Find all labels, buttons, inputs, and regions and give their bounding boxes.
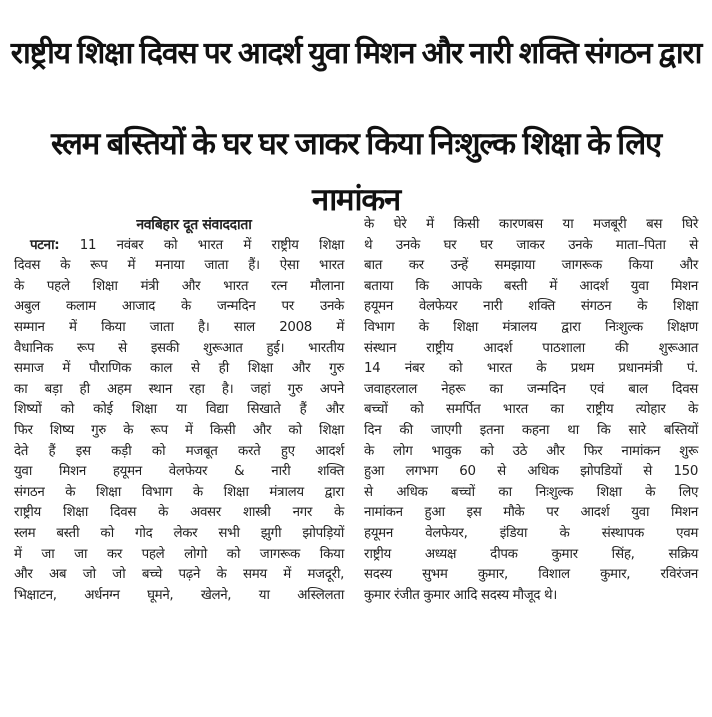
article-line: देते हैं इस कड़ी को मजबूत करते हुए आदर्श [14, 443, 344, 459]
article-line: हयूमन वेलफेयर, इंडिया के संस्थापक एवम [364, 525, 698, 541]
article-line: का बड़ा ही अहम स्थान रहा है। जहां गुरु अपने [14, 381, 344, 397]
article-line: शिष्यों को कोई शिक्षा या विद्या सिखाते हैं और [14, 402, 344, 418]
dateline: पटना: [30, 237, 60, 253]
article-line: बच्चों को समर्पित भारत का राष्ट्रीय त्योहार के [364, 402, 698, 418]
article-line-text: 11 नवंबर को भारत में राष्ट्रीय शिक्षा [59, 237, 344, 253]
article-line: 14 नंबर को भारत के प्रथम प्रधानमंत्री पं. [364, 361, 698, 377]
byline: नवबिहार दूत संवाददाता [136, 217, 252, 233]
article-line: जवाहरलाल नेहरू का जन्मदिन एवं बाल दिवस [364, 381, 698, 397]
article-line: बताया कि आपके बस्ती में आदर्श युवा मिशन [364, 278, 698, 294]
article-line: के घेरे में किसी कारणबस या मजबूरी बस घिरे [364, 217, 698, 232]
article-line: भिक्षाटन, अर्धनग्न घूमने, खेलने, या अस्लिलता [14, 587, 344, 603]
article-line: समाज में पौराणिक काल से ही शिक्षा और गुरु [14, 361, 344, 377]
article-line: राष्ट्रीय अध्यक्ष दीपक कुमार सिंह, सक्रिय [364, 546, 698, 562]
article-line: सम्मान में किया जाता है। साल 2008 में [14, 319, 344, 335]
article-line: संगठन के शिक्षा विभाग के शिक्षा मंत्रालय द्वारा [14, 484, 344, 500]
article-line: बात कर उन्हें समझाया जागरूक किया और [364, 258, 698, 274]
article-line: अबुल कलाम आजाद के जन्मदिन पर उनके [14, 299, 344, 315]
article-line: के पहले शिक्षा मंत्री और भारत रत्न मौलाना [14, 278, 344, 294]
article-line: स्लम बस्ती को गोद लेकर सभी झुगी झोपड़ियों [14, 525, 344, 541]
article-line: थे उनके घर घर जाकर उनके माता–पिता से [364, 237, 698, 253]
article-line: से अधिक बच्चों का निःशुल्क शिक्षा के लिए [364, 484, 698, 500]
article-line: हुआ लगभग 60 से अधिक झोपडियों से 150 [364, 464, 698, 480]
article-line: सदस्य सुभम कुमार, विशाल कुमार, रविरंजन [364, 567, 698, 583]
article-line: वैधानिक रूप से इसकी शुरूआत हुई। भारतीय [14, 340, 344, 356]
article-line: में जा जा कर पहले लोगो को जागरूक किया [14, 546, 344, 562]
article-line: दिन की जाएगी इतना कहना था कि सारे बस्तियों [364, 422, 698, 438]
headline-line-2: स्लम बस्तियों के घर घर जाकर किया निःशुल्क शिक्षा के लिए नामांकन [51, 126, 661, 218]
article-column-left [14, 215, 344, 606]
article-line: संस्थान राष्ट्रीय आदर्श पाठशाला की शुरूआत [364, 340, 698, 356]
article-line [14, 236, 344, 257]
headline-line-1: राष्ट्रीय शिक्षा दिवस पर आदर्श युवा मिशन और नारी शक्ति संगठन द्वारा [10, 36, 702, 71]
article-line: फिर शिष्य गुरु के रूप में किसी और को शिक्षा [14, 422, 344, 438]
article-line: नामांकन हुआ इस मौके पर आदर्श युवा मिशन [364, 505, 698, 521]
article-line: विभाग के शिक्षा मंत्रालय द्वारा निःशुल्क शिक्षण [364, 319, 698, 335]
article-line: के लोग भावुक को उठे और फिर नामांकन शुरू [364, 443, 698, 459]
article-line: दिवस के रूप में मनाया जाता हैं। ऐसा भारत [14, 258, 344, 274]
article-column-right [364, 215, 698, 606]
article-line: राष्ट्रीय शिक्षा दिवस के अवसर शास्त्री नगर के [14, 505, 344, 521]
article-line: और अब जो जो बच्चे पढ़ने के समय में मजदूरी, [14, 567, 344, 583]
article-line: युवा मिशन हयूमन वेलफेयर & नारी शक्ति [14, 464, 344, 480]
article-line: कुमार रंजीत कुमार आदि सदस्य मौजूद थे। [364, 587, 557, 603]
article-line: हयूमन वेलफेयर नारी शक्ति संगठन के शिक्षा [364, 299, 698, 315]
